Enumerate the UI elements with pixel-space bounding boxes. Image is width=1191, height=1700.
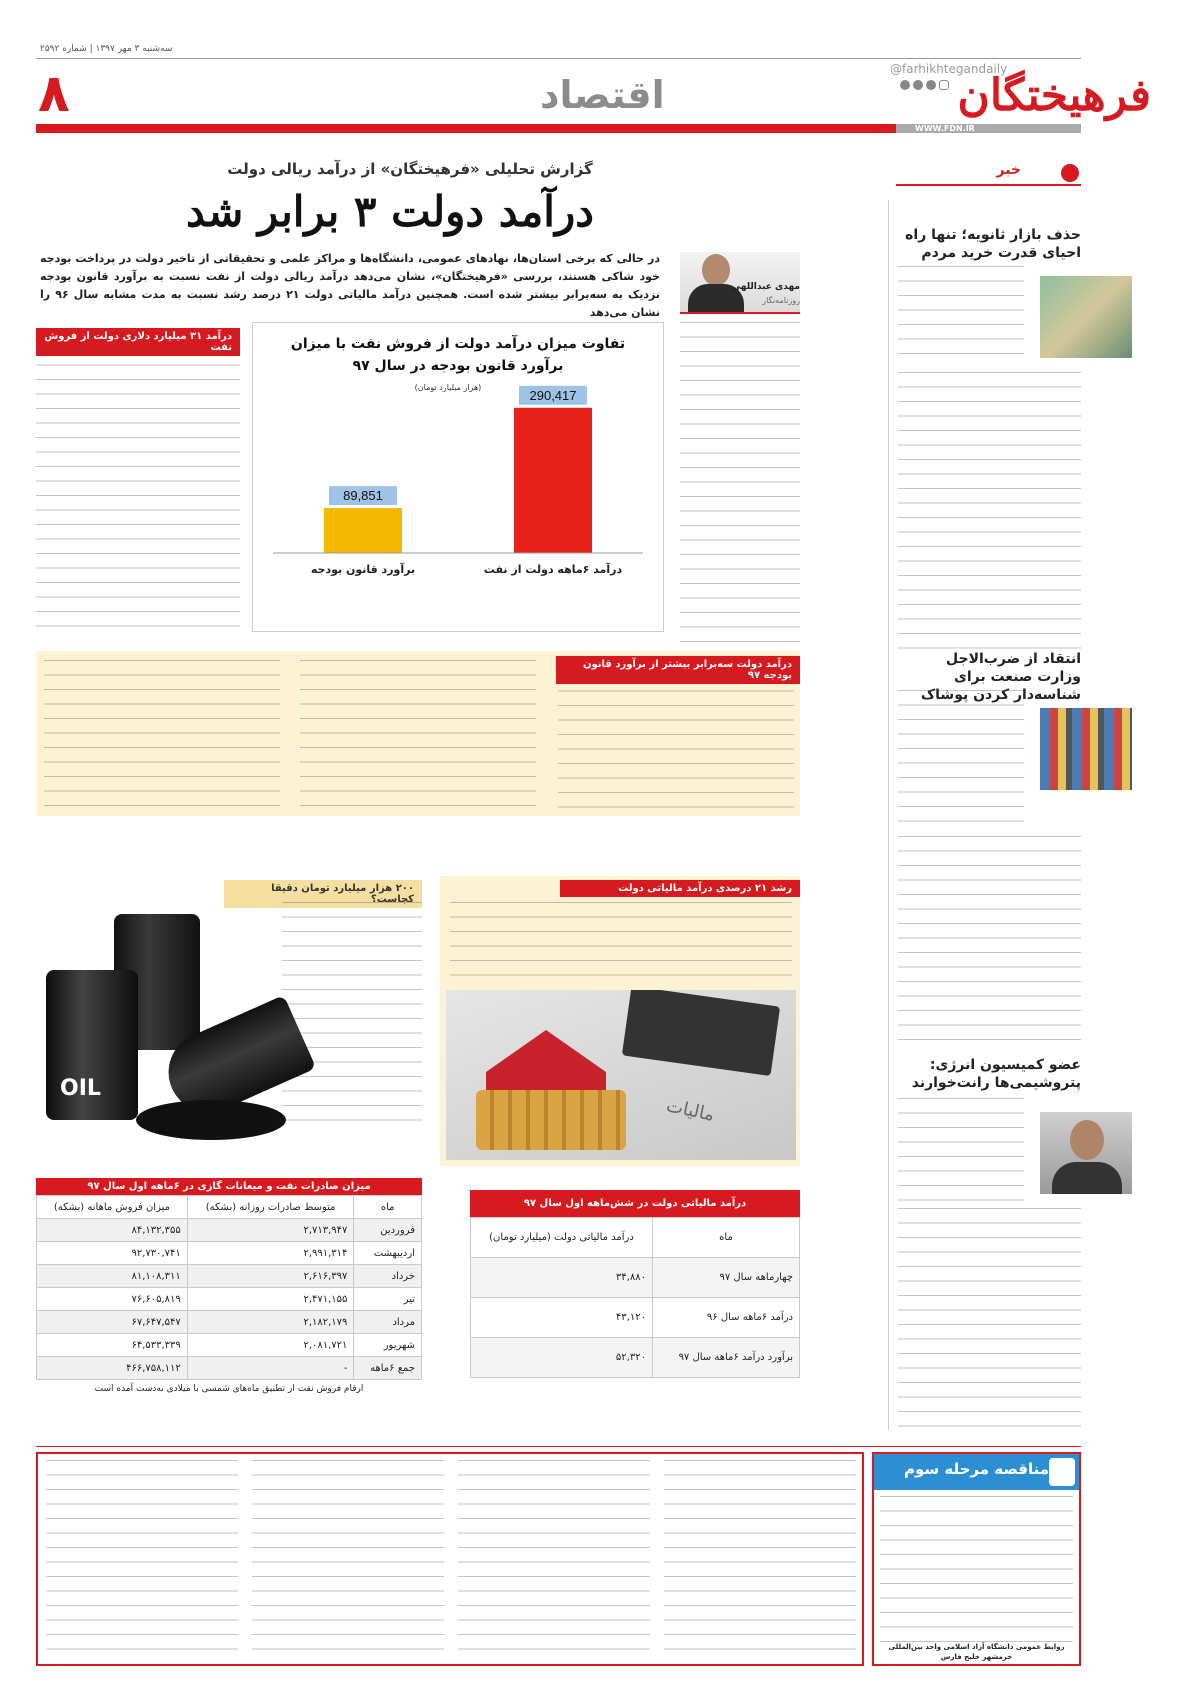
instagram-icon[interactable]	[939, 80, 949, 90]
rial-income-col-3	[44, 660, 280, 808]
table-row: برآورد درآمد ۶ماهه سال ۹۷ ۵۲,۳۲۰	[471, 1338, 800, 1378]
page-number: ۸	[38, 64, 70, 124]
website-url[interactable]: WWW.FDN.IR	[915, 124, 975, 133]
tax-word: مالیات	[664, 1095, 717, 1126]
telegram-icon[interactable]	[926, 80, 936, 90]
section-title: اقتصاد	[540, 73, 665, 117]
tax-income-table: درآمد مالیاتی دولت در شش‌ماهه اول سال ۹۷ ماه درآمد مالیاتی دولت (میلیارد تومان) چهارماهه سال ۹۷ ۳۴,۸۸۰ درآمد ۶ماهه سال ۹۶ ۴۳,۱۲۰ برآورد درآمد ۶ماهه سال ۹۷ ۵۲,۳۲۰	[470, 1190, 800, 1378]
oil-dollar-heading: درآمد ۳۱ میلیارد دلاری دولت از فروش نفت	[36, 328, 240, 356]
clothes-image	[1036, 704, 1136, 794]
sidebar-item-text	[898, 690, 1024, 830]
author-rule	[680, 312, 800, 314]
oil-table-title: میزان صادرات نفت و میعانات گازی در ۶ماهه اول سال ۹۷	[36, 1178, 422, 1195]
lead-paragraph: در حالی که برخی استان‌ها، نهادهای عمومی، دانشگاه‌ها و مراکز علمی و تحقیقاتی از تاخیر دولت در پرداخت بودجه خود شاکی هستند، بررسی «فرهیختگان»، نشان می‌دهد درآمد ریالی دولت از نفت نسبت به برآورد قانون بودجه نزدیک به سه‌برابر بیشتر شده است. همچنین درآمد مالیاتی دولت ۲۱ درصد رشد نسبت به مدت مشابه سال ۹۶ را نشان می‌دهد	[40, 252, 660, 319]
table-row: چهارماهه سال ۹۷ ۳۴,۸۸۰	[471, 1258, 800, 1298]
official-photo	[1036, 1108, 1136, 1198]
chart-title: تفاوت میزان درآمد دولت از فروش نفت با میزان برآورد قانون بودجه در سال ۹۷	[290, 336, 626, 374]
sidebar-item-text	[898, 372, 1081, 654]
ads-frame	[36, 1446, 1081, 1447]
article-column-1	[680, 322, 800, 652]
social-icons	[900, 80, 949, 90]
tender-footer: روابط عمومی دانشگاه آزاد اسلامی واحد بین‌المللی خرمشهر خلیج فارس	[888, 1643, 1065, 1661]
twitter-icon[interactable]	[913, 80, 923, 90]
table-row: فروردین ۲,۷۱۳,۹۴۷ ۸۴,۱۳۲,۳۵۵	[37, 1219, 422, 1242]
issue-date: سه‌شنبه ۳ مهر ۱۳۹۷ | شماره ۲۵۹۲	[40, 44, 173, 54]
tax-calculator-image	[446, 990, 796, 1160]
sidebar-mark-icon	[1061, 164, 1079, 182]
sidebar-item-title[interactable]: انتقاد از ضرب‌الاجل وزارت صنعت برای شناسه‌دار کردن پوشاک	[920, 651, 1081, 703]
author-role: روزنامه‌نگار	[762, 296, 800, 305]
tender-title: مناقصه مرحله سوم	[904, 1460, 1049, 1478]
table-row: مرداد ۲,۱۸۲,۱۷۹ ۶۷,۶۴۷,۵۴۷	[37, 1311, 422, 1334]
table-row: خرداد ۲,۶۱۶,۳۹۷ ۸۱,۱۰۸,۳۱۱	[37, 1265, 422, 1288]
sidebar-item-text	[898, 836, 1081, 1042]
header-red-bar	[36, 124, 896, 133]
table-row: درآمد ۶ماهه سال ۹۶ ۴۳,۱۲۰	[471, 1298, 800, 1338]
coin-stack	[476, 1090, 626, 1150]
oil-barrels-image	[36, 900, 306, 1160]
tender-text	[880, 1496, 1073, 1642]
tax-growth-heading: رشد ۲۱ درصدی درآمد مالیاتی دولت	[560, 880, 800, 897]
col-daily: متوسط صادرات روزانه (بشکه)	[187, 1196, 354, 1219]
bar-budget-estimate	[324, 508, 402, 553]
rial-income-col-1	[558, 676, 794, 808]
headline: درآمد دولت ۳ برابر شد	[186, 187, 594, 236]
facebook-icon[interactable]	[900, 80, 910, 90]
sidebar-item-text	[898, 1208, 1081, 1434]
category-label-oil-income: درآمد ۶ماهه دولت از نفت	[483, 563, 623, 576]
bar-oil-income	[514, 408, 592, 553]
brand-logo: فرهیختگان	[957, 70, 1151, 121]
sidebar-label: خبر	[996, 162, 1021, 178]
chart-frame	[252, 322, 664, 632]
col-month: ماه	[354, 1196, 422, 1219]
rial-income-heading: درآمد دولت سه‌برابر بیشتر از برآورد قانون بودجه ۹۷	[556, 656, 800, 684]
value-label-oil-income: 290,417	[529, 387, 577, 403]
table-row: شهریور ۲,۰۸۱,۷۲۱ ۶۴,۵۳۳,۳۳۹	[37, 1334, 422, 1357]
notice-col-2	[458, 1460, 650, 1660]
notice-col-4	[46, 1460, 238, 1660]
chart-unit: (هزار میلیارد تومان)	[414, 383, 482, 392]
chart-svg	[253, 323, 663, 633]
author-name: مهدی عبداللهی	[731, 282, 800, 292]
category-label-budget-estimate: برآورد قانون بودجه	[310, 563, 416, 576]
table-row: تیر ۲,۴۷۱,۱۵۵ ۷۶,۶۰۵,۸۱۹	[37, 1288, 422, 1311]
social-handle: @farhikhtegandaily	[890, 62, 1008, 76]
money-image	[1036, 272, 1136, 362]
value-label-budget-estimate: 89,851	[343, 488, 383, 504]
sidebar-item-text	[898, 1098, 1024, 1202]
barrel-label-oil: OIL	[60, 1076, 101, 1101]
top-rule	[36, 58, 1081, 59]
calculator	[622, 990, 780, 1076]
notice-col-3	[252, 1460, 444, 1660]
oil-export-table	[36, 1178, 422, 1398]
notice-col-1	[664, 1460, 856, 1660]
oil-table-footnote: ارقام فروش نفت از تطبیق ماه‌های شمسی با میلادی به‌دست آمده است	[36, 1380, 422, 1398]
col-monthly: میزان فروش ماهانه (بشکه)	[37, 1196, 188, 1219]
university-logo-icon	[1049, 1458, 1075, 1486]
tax-table-title: درآمد مالیاتی دولت در شش‌ماهه اول سال ۹۷	[470, 1190, 800, 1217]
kicker: گزارش تحلیلی «فرهیختگان» از درآمد ریالی دولت	[227, 160, 593, 178]
sidebar-item-text	[898, 266, 1024, 366]
oil-spill	[136, 1100, 286, 1140]
where-200-heading: ۲۰۰ هزار میلیارد تومان دقیقا کجاست؟	[224, 880, 422, 908]
table-row: جمع ۶ماهه - ۴۶۶,۷۵۸,۱۱۲	[37, 1357, 422, 1380]
rial-income-col-2	[300, 660, 536, 808]
sidebar-item-title[interactable]: عضو کمیسیون انرژی: پتروشیمی‌ها رانت‌خوارند	[911, 1057, 1081, 1091]
tender-ad	[872, 1452, 1081, 1666]
sidebar-label-bar	[896, 160, 1081, 186]
sidebar-item-title[interactable]: حذف بازار ثانویه؛ تنها راه احیای قدرت خرید مردم	[905, 227, 1081, 261]
tax-growth-text	[450, 902, 792, 980]
sidebar-divider	[888, 200, 889, 1430]
table-row: اردیبهشت ۲,۹۹۱,۳۱۴ ۹۲,۷۳۰,۷۴۱	[37, 1242, 422, 1265]
oil-dollar-text	[36, 350, 240, 632]
